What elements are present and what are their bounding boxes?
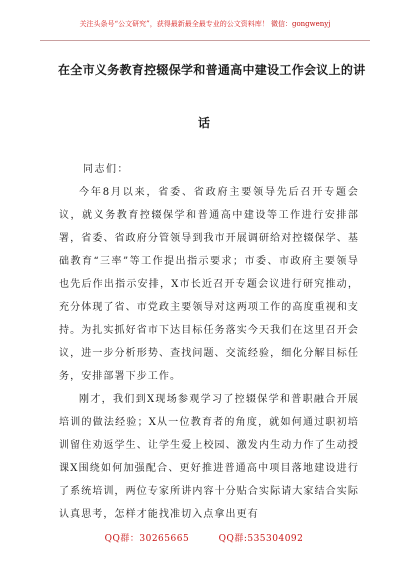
header-promo-text: 关注头条号“公文研究”，获得最新最全最专业的公文资料库！	[79, 20, 269, 28]
footer-qq-group-1: QQ群：30265665	[104, 534, 190, 544]
header-wechat-text: 微信：gongwenyj	[270, 20, 331, 28]
footer-qq-group-2: QQ群:535304092	[218, 534, 304, 544]
document-title: 在全市义务教育控辍保学和普通高中建设工作会议上的讲	[58, 63, 366, 77]
document-body	[59, 181, 359, 526]
footer	[0, 533, 408, 545]
body-paragraph: 今年8月以来，省委、省政府主要领导先后召开专题会议，就义务教育控辍保学和普通高中建设等工作进行安排部署，省委、省政府分管领导到我市开展调研给对控辍保学、基础教育“三率”等工作提出指示要求；市委、市政府主要领导也先后作出指示安排，X市长近召开专题会议进行研究推动，充分体现了省、市党政主要领导对这两项工作的高度重视和支持。为扎实抓好省市下达目标任务落实今天我们在这里召开会议，进一步分析形势、查找问题、交流经验，细化分解目标任务，安排部署下步工作。	[59, 187, 359, 382]
header-divider	[40, 40, 370, 41]
header-banner	[40, 20, 370, 29]
body-paragraph: 刚才，我们到X现场参观学习了控辍保学和普职融合开展培训的做法经验；X从一位教育者的角度，就如何通过职初培训留住劝返学生、让学生爱上校园、激发内生动力作了生动授课X围绕如何加强配合、更好推进普通高中项目落地建设进行了系统培训，两位专家所讲内容十分贴合实际请大家结合实际认真思考，怎样才能找准切入点拿出更有	[59, 394, 359, 520]
document-title-continued: 话	[197, 116, 210, 130]
salutation: 同志们：	[83, 164, 129, 175]
